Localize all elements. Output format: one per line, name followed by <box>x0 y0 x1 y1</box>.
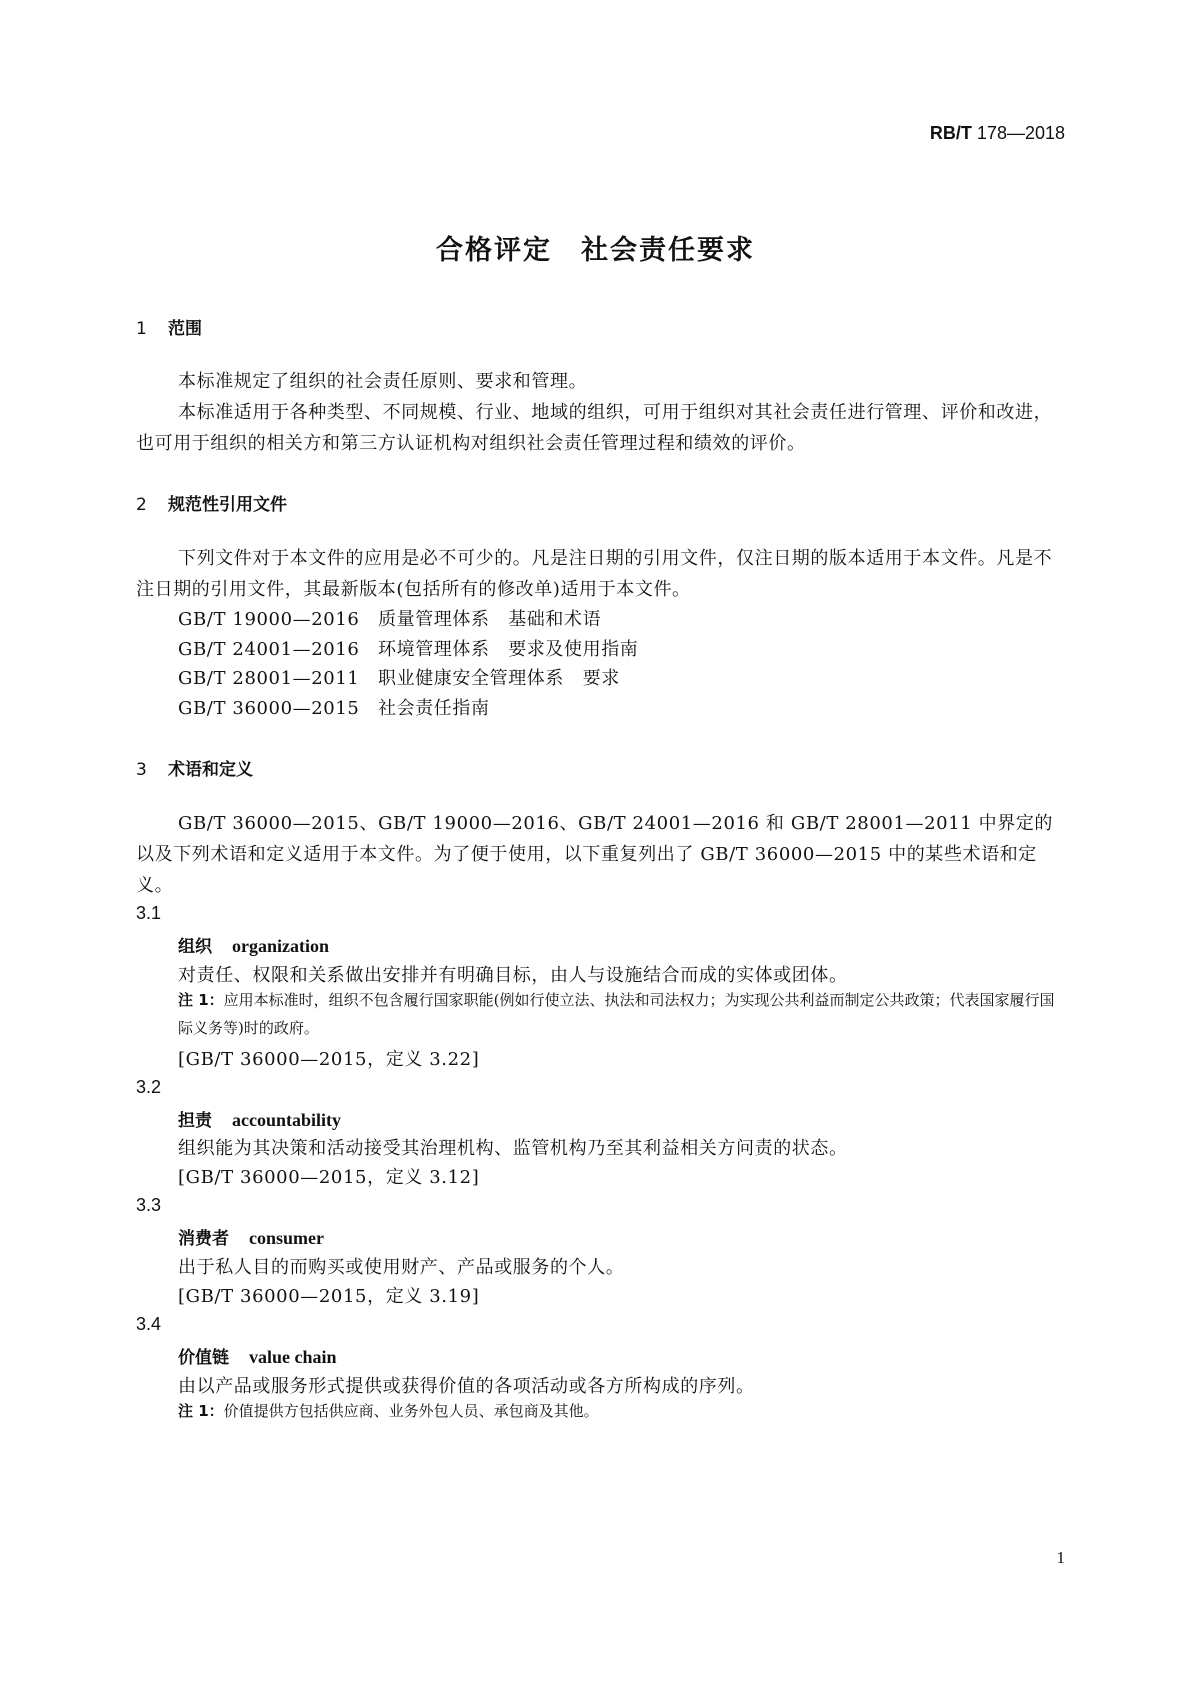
section-number: 1 <box>136 319 147 339</box>
reference-name: 职业健康安全管理体系 要求 <box>378 668 620 689</box>
term-entry <box>178 1224 324 1249</box>
reference-code: GB/T 24001—2016 <box>178 639 360 660</box>
term-definition: 对责任、权限和关系做出安排并有明确目标，由人与设施结合而成的实体或团体。 <box>178 965 848 986</box>
reference-item <box>178 605 601 631</box>
reference-item <box>178 635 638 661</box>
term-entry <box>178 1106 341 1131</box>
reference-name: 环境管理体系 要求及使用指南 <box>378 639 639 660</box>
section-title: 规范性引用文件 <box>168 495 287 515</box>
term-english: organization <box>232 936 329 956</box>
term-note <box>178 1397 1064 1425</box>
term-entry <box>178 932 329 957</box>
section-heading-normative <box>136 490 287 515</box>
term-english: accountability <box>232 1110 342 1130</box>
term-definition: 组织能为其决策和活动接受其治理机构、监管机构乃至其利益相关方问责的状态。 <box>178 1138 848 1159</box>
clause-number: 3.4 <box>136 1314 162 1334</box>
page-number: 1 <box>1056 1548 1065 1567</box>
section-title: 范围 <box>168 319 202 339</box>
reference-name: 质量管理体系 基础和术语 <box>378 609 602 630</box>
term-source: [GB/T 36000—2015，定义 3.19] <box>178 1286 480 1307</box>
section-number: 2 <box>136 495 147 515</box>
scope-paragraph-1: 本标准规定了组织的社会责任原则、要求和管理。 <box>178 371 588 392</box>
section-heading-terms <box>136 755 253 780</box>
standard-code: 178—2018 <box>976 123 1065 143</box>
note-label: 注 1： <box>178 1402 224 1420</box>
term-note <box>178 986 1064 1042</box>
reference-code: GB/T 28001—2011 <box>178 668 360 689</box>
section-heading-scope <box>136 314 202 339</box>
reference-name: 社会责任指南 <box>378 698 490 719</box>
section-number: 3 <box>136 760 147 780</box>
clause-number: 3.2 <box>136 1077 162 1097</box>
clause-number: 3.3 <box>136 1195 162 1215</box>
scope-paragraph-2: 本标准适用于各种类型、不同规模、行业、地域的组织，可用于组织对其社会责任进行管理、评价和改进，也可用于组织的相关方和第三方认证机构对组织社会责任管理过程和绩效的评价。 <box>136 402 1053 454</box>
term-english: consumer <box>249 1228 324 1248</box>
note-text: 价值提供方包括供应商、业务外包人员、承包商及其他。 <box>223 1402 599 1420</box>
page-title: 合格评定 社会责任要求 <box>436 235 755 266</box>
term-source: [GB/T 36000—2015，定义 3.22] <box>178 1049 480 1070</box>
reference-code: GB/T 36000—2015 <box>178 698 360 719</box>
reference-code: GB/T 19000—2016 <box>178 609 360 630</box>
reference-item <box>178 664 620 690</box>
term-chinese: 组织 <box>178 937 212 957</box>
terms-intro: GB/T 36000—2015、GB/T 19000—2016、GB/T 24001—2016 和 GB/T 28001—2011 中界定的以及下列术语和定义适用于本文件。为了便于使用，以下重复列出了 GB/T 36000—2015 中的某些术语和定义。 <box>136 813 1054 896</box>
note-label: 注 1： <box>178 991 224 1009</box>
term-definition: 由以产品或服务形式提供或获得价值的各项活动或各方所构成的序列。 <box>178 1376 755 1397</box>
clause-number: 3.1 <box>136 903 162 923</box>
reference-item <box>178 694 490 720</box>
section-title: 术语和定义 <box>168 760 253 780</box>
note-text: 应用本标准时，组织不包含履行国家职能(例如行使立法、执法和司法权力；为实现公共利益而制定公共政策；代表国家履行国际义务等)时的政府。 <box>178 991 1055 1037</box>
term-entry <box>178 1343 337 1368</box>
term-source: [GB/T 36000—2015，定义 3.12] <box>178 1167 480 1188</box>
term-chinese: 担责 <box>178 1111 212 1131</box>
term-chinese: 消费者 <box>178 1229 229 1249</box>
normative-intro: 下列文件对于本文件的应用是必不可少的。凡是注日期的引用文件，仅注日期的版本适用于本文件。凡是不注日期的引用文件，其最新版本(包括所有的修改单)适用于本文件。 <box>136 548 1053 600</box>
standard-prefix: RB/T <box>929 123 972 143</box>
standard-number <box>930 123 1065 144</box>
term-english: value chain <box>249 1347 337 1367</box>
term-definition: 出于私人目的而购买或使用财产、产品或服务的个人。 <box>178 1257 625 1278</box>
term-chinese: 价值链 <box>178 1348 229 1368</box>
